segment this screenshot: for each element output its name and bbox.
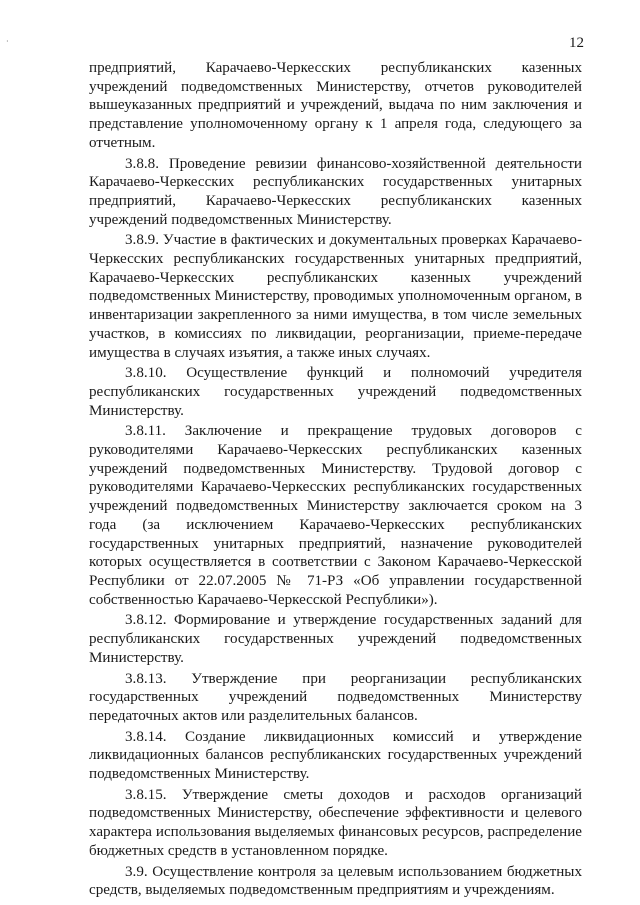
paragraph-3-8-10: 3.8.10. Осуществление функций и полномочий учредителя республиканских государственных учреждений подведомственных Министерству. — [89, 365, 582, 419]
paragraph-3-8-12: 3.8.12. Формирование и утверждение государственных заданий для республиканских государственных учреждений подведомственных Министерству. — [89, 612, 582, 666]
paragraph-3-8-14: 3.8.14. Создание ликвидационных комиссий и утверждение ликвидационных балансов республиканских государственных учреждений подведомственных Министерству. — [89, 728, 582, 783]
paragraph-continuation: предприятий, Карачаево-Черкесских республиканских казенных учреждений подведомственных Министерству, отчетов руководителей вышеуказанных предприятий и учреждений, выдача по ним заключения и представление уполномоченному органу к 1 апреля года, следующего за отчетным. — [89, 60, 582, 151]
scan-corner-mark: · — [6, 37, 9, 46]
paragraph-3-8-13: 3.8.13. Утверждение при реорганизации республиканских государственных учреждений подведомственных Министерству передаточных актов или разделительных балансов. — [89, 670, 582, 724]
paragraph-3-8-8: 3.8.8. Проведение ревизии финансово-хозяйственной деятельности Карачаево-Черкесских республиканских государственных унитарных предприятий, Карачаево-Черкесских республиканских казенных учреждений подведомственных Министерству. — [89, 155, 582, 228]
paragraph-3-8-15: 3.8.15. Утверждение сметы доходов и расходов организаций подведомственных Министерству, обеспечение эффективности и целевого характера использования выделяемых финансовых ресурсов, распределение бюджетных средств в установленном порядке. — [89, 786, 582, 859]
paragraph-3-8-9: 3.8.9. Участие в фактических и документальных проверках Карачаево-Черкесских республиканских государственных унитарных предприятий, Карачаево-Черкесских республиканских казенных учреждений подведомственных Министерству, проводимых уполномоченным органом, в инвентаризации закрепленного за ними имущества, в том числе земельных участков, в комиссиях по ликвидации, реорганизации, приеме-передаче имущества в случаях изъятия, а также иных случаях. — [89, 232, 582, 361]
paragraph-3-9: 3.9. Осуществление контроля за целевым использованием бюджетных средств, выделяемых подведомственным предприятиям и учреждениям. — [89, 863, 582, 899]
text-column — [89, 59, 582, 902]
page-number: 12 — [569, 35, 584, 51]
paragraph-3-8-11: 3.8.11. Заключение и прекращение трудовых договоров с руководителями Карачаево-Черкесских республиканских казенных учреждений подведомственных Министерству. Трудовой договор с руководителями Карачаево-Черкесских республиканских государственных учреждений подведомственных Министерству заключается сроком на 3 года (за исключением Карачаево-Черкесских республиканских государственных унитарных предприятий, назначение руководителей которых осуществляется в соответствии с Законом Карачаево-Черкесской Республики от 22.07.2005 № 71-РЗ «Об управлении государственной собственностью Карачаево-Черкесской Республики»). — [89, 423, 582, 608]
